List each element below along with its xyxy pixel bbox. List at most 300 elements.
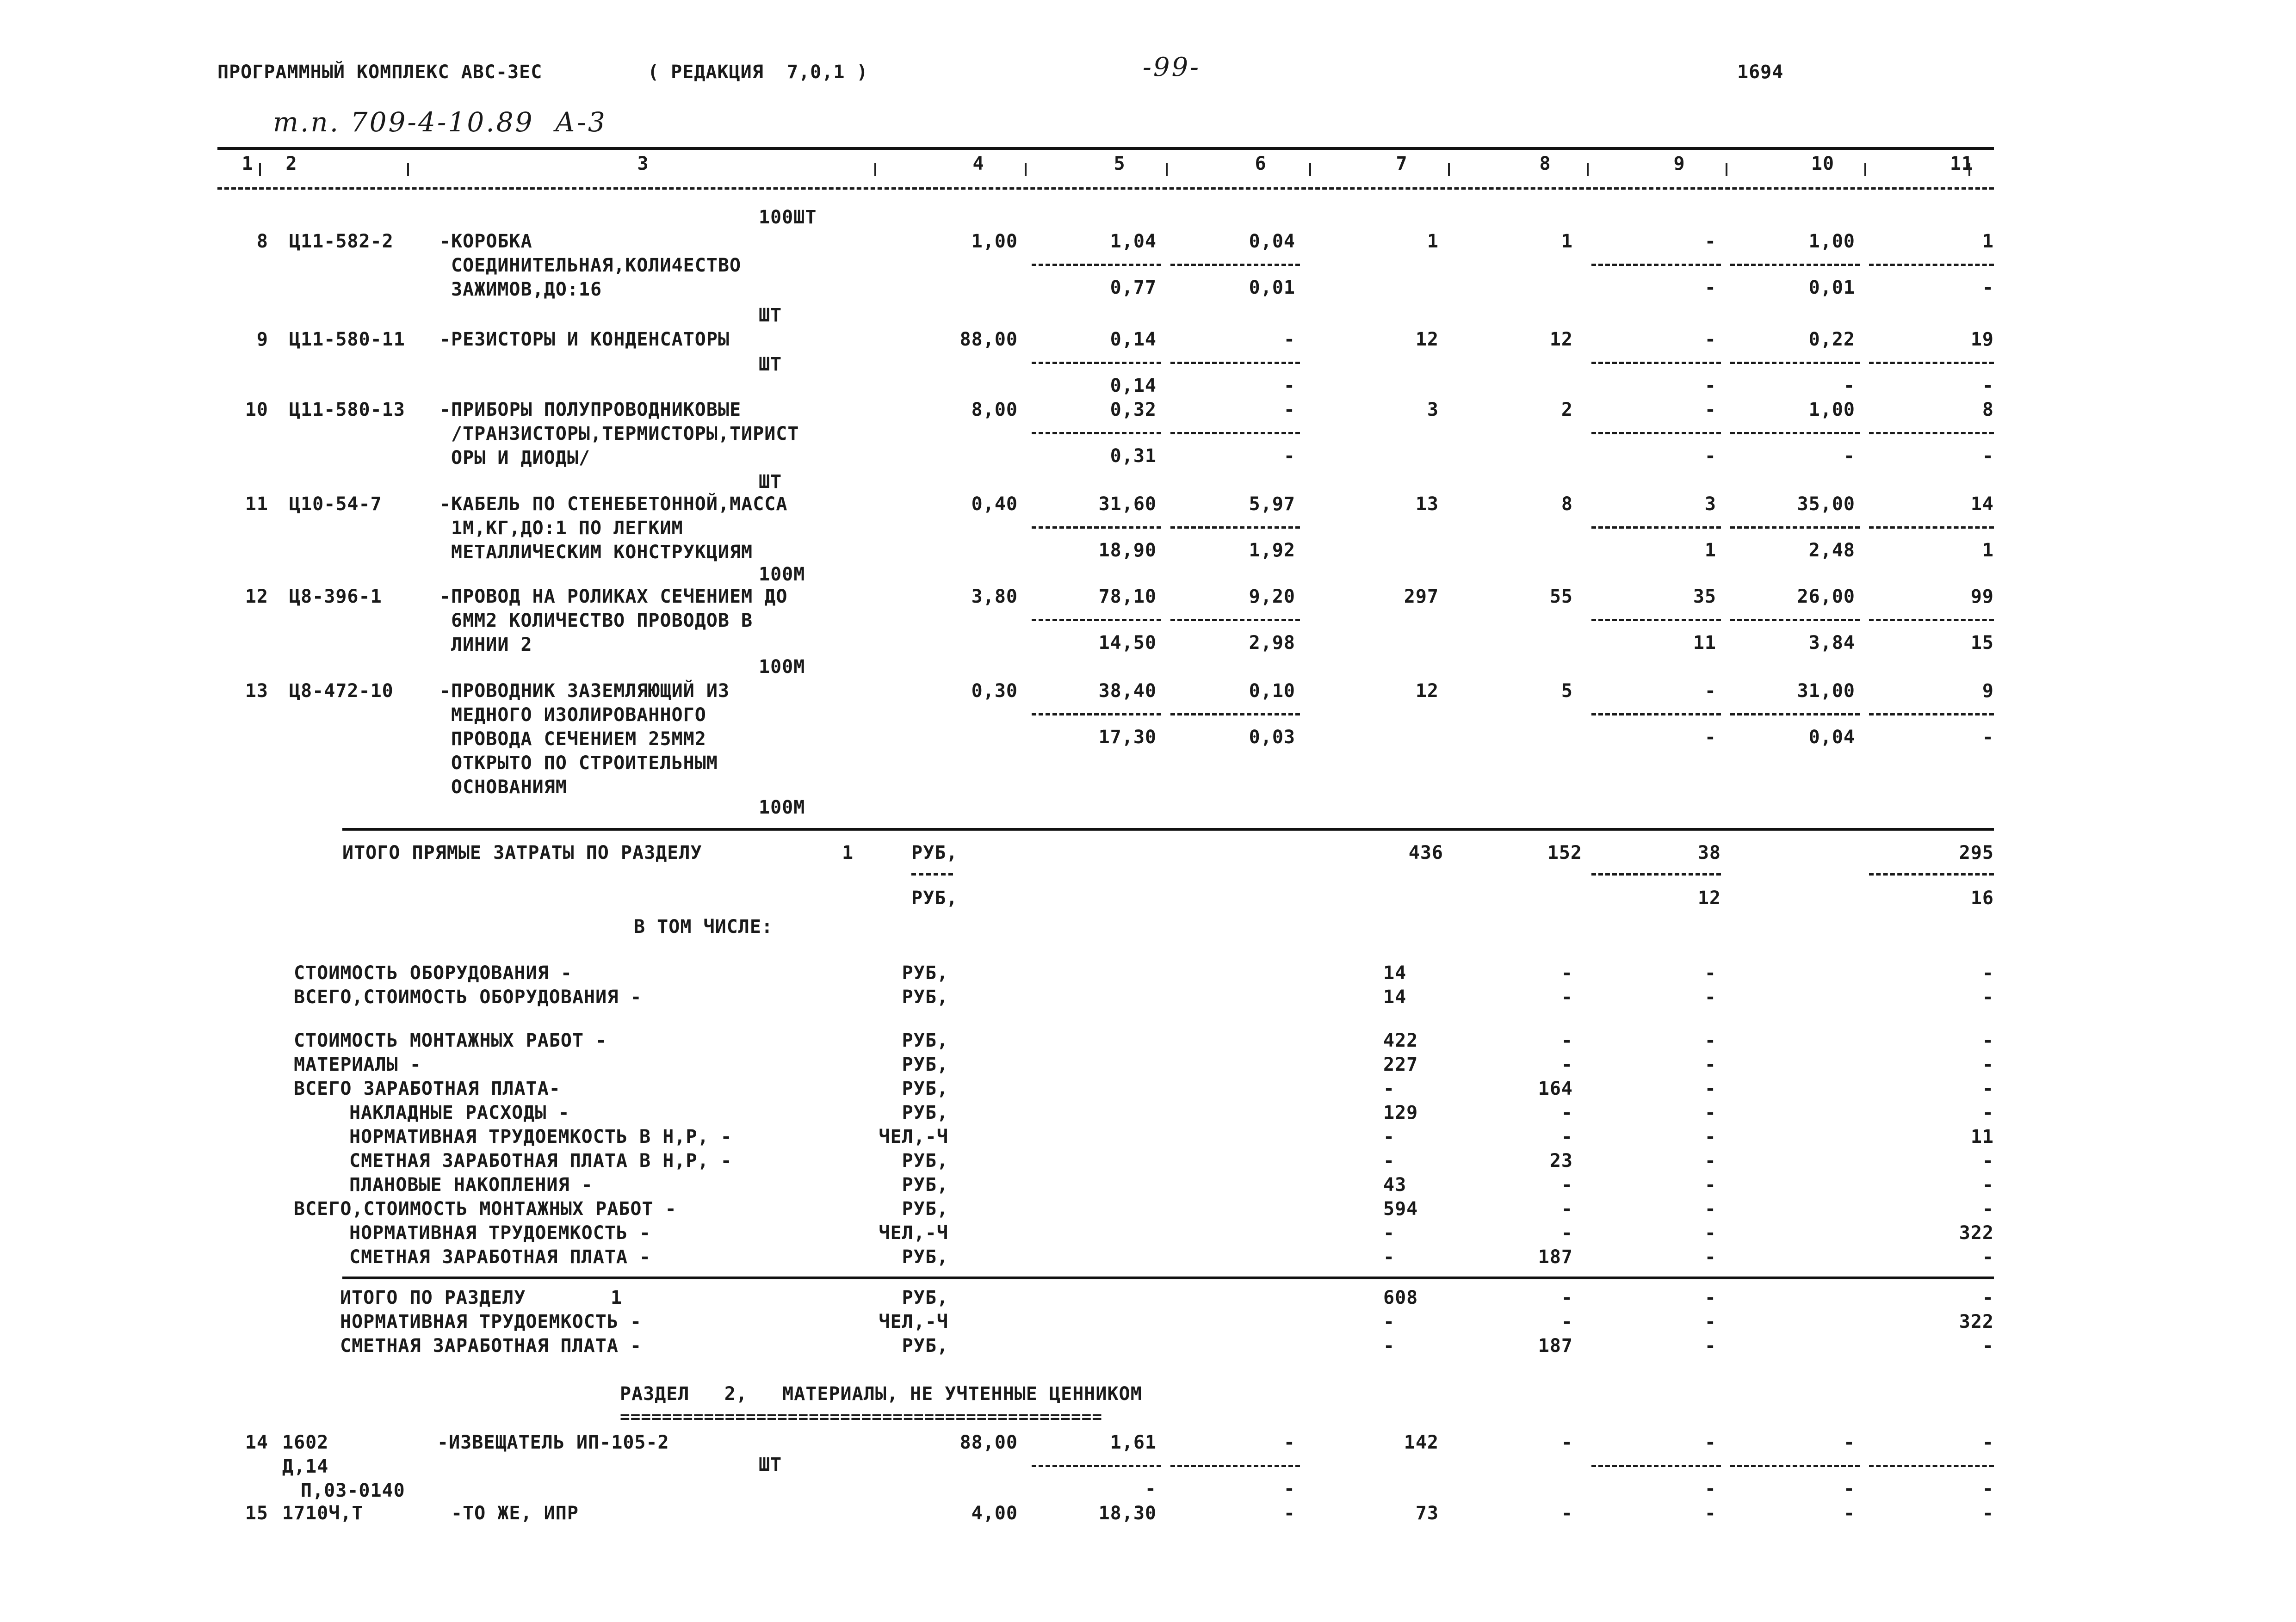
column-header-7: 7 [1396, 153, 1408, 174]
section-total-col8: - [1561, 1311, 1573, 1332]
summary-col7: - [1383, 1246, 1395, 1268]
item-col9: 3 [1704, 493, 1716, 515]
item-col11: 99 [1970, 586, 1994, 607]
material-col9: - [1704, 1503, 1716, 1524]
material-number: 14 [245, 1432, 268, 1453]
section-total-label: СМЕТНАЯ ЗАРАБОТНАЯ ПЛАТА - [340, 1335, 642, 1357]
item-description: -КАБЕЛЬ ПО СТЕНЕБЕТОННОЙ,МАССА [439, 493, 788, 515]
summary-col11: - [1982, 1198, 1994, 1220]
fraction-bar [1170, 432, 1300, 434]
fraction-bar [1591, 873, 1721, 876]
item-col9: - [1704, 329, 1716, 350]
item-quantity: 3,80 [971, 586, 1018, 607]
summary-col8: - [1561, 962, 1573, 984]
material-col5: 1,61 [1110, 1432, 1157, 1453]
column-header-1: 1 [241, 153, 254, 174]
item-col6-b: 1,92 [1249, 540, 1295, 561]
fraction-bar [1170, 526, 1300, 529]
summary-col7: 227 [1383, 1054, 1418, 1075]
item-col9-b: - [1704, 375, 1716, 396]
item-col11-b: 15 [1970, 632, 1994, 654]
fraction-bar [1170, 264, 1300, 266]
section-total-label: НОРМАТИВНАЯ ТРУДОЕМКОСТЬ - [340, 1311, 642, 1332]
summary-col9: - [1704, 1102, 1716, 1123]
summary-unit: РУБ, [902, 1078, 948, 1099]
fraction-bar [1730, 1465, 1860, 1467]
item-col7: 12 [1415, 329, 1439, 350]
column-header-2: 2 [285, 153, 297, 174]
fraction-bar [1730, 264, 1860, 266]
summary-col8: 23 [1549, 1150, 1573, 1172]
item-col8: 1 [1561, 231, 1573, 252]
total-rule [342, 828, 1994, 831]
item-quantity: 0,40 [971, 493, 1018, 515]
item-col10: 0,22 [1808, 329, 1855, 350]
summary-label: СТОИМОСТЬ МОНТАЖНЫХ РАБОТ - [294, 1030, 607, 1051]
material-col8: - [1561, 1503, 1573, 1524]
item-col8: 2 [1561, 399, 1573, 420]
item-col6-b: - [1283, 375, 1295, 396]
section-total-rule [342, 1277, 1994, 1279]
fraction-bar [1591, 432, 1721, 434]
unit-mark: ШТ [759, 305, 782, 326]
column-separator [259, 163, 261, 176]
summary-label: СМЕТНАЯ ЗАРАБОТНАЯ ПЛАТА - [349, 1246, 651, 1268]
item-description: ОРЫ И ДИОДЫ/ [451, 447, 590, 469]
summary-col9: - [1704, 1150, 1716, 1172]
item-number: 9 [256, 329, 268, 350]
fraction-bar [1032, 619, 1161, 621]
section-total-col7: - [1383, 1311, 1395, 1332]
summary-label: ВСЕГО ЗАРАБОТНАЯ ПЛАТА- [294, 1078, 561, 1099]
summary-unit: РУБ, [902, 987, 948, 1008]
item-col10: 1,00 [1808, 231, 1855, 252]
section-total-unit: ЧЕЛ,-Ч [879, 1311, 948, 1332]
item-col9: - [1704, 231, 1716, 252]
item-col7: 1 [1427, 231, 1439, 252]
item-description: -РЕЗИСТОРЫ И КОНДЕНСАТОРЫ [439, 329, 730, 350]
summary-col9: - [1704, 1246, 1716, 1268]
item-col8: 55 [1549, 586, 1573, 607]
item-col11-b: 1 [1982, 540, 1994, 561]
summary-col9: - [1704, 1030, 1716, 1051]
fraction-bar [1170, 619, 1300, 621]
section-total-col9: - [1704, 1287, 1716, 1308]
item-col6: 9,20 [1249, 586, 1295, 607]
fraction-bar [1170, 362, 1300, 364]
column-header-11: 11 [1949, 153, 1974, 174]
item-col11-b: - [1982, 445, 1994, 467]
summary-col7: - [1383, 1126, 1395, 1147]
summary-col11: - [1982, 1246, 1994, 1268]
item-col11: 19 [1970, 329, 1994, 350]
item-description: ЛИНИИ 2 [451, 634, 532, 655]
item-col5-b: 0,77 [1110, 277, 1157, 298]
summary-col8: - [1561, 1198, 1573, 1220]
section-total-unit: РУБ, [902, 1287, 948, 1308]
item-col11: 9 [1982, 680, 1994, 702]
section-total-col9: - [1704, 1335, 1716, 1357]
summary-col7: 43 [1383, 1174, 1407, 1196]
item-col6: 0,04 [1249, 231, 1295, 252]
unit-mark: 100М [759, 564, 805, 585]
summary-unit: РУБ, [902, 1054, 948, 1075]
material-col10: - [1843, 1432, 1855, 1453]
item-col9-b: 11 [1693, 632, 1716, 654]
item-col5-b: 0,14 [1110, 375, 1157, 396]
item-col5: 0,14 [1110, 329, 1157, 350]
edition-label: ( РЕДАКЦИЯ 7,0,1 ) [648, 62, 868, 83]
column-header-5: 5 [1114, 153, 1126, 174]
summary-label: ПЛАНОВЫЕ НАКОПЛЕНИЯ - [349, 1174, 593, 1196]
column-header-9: 9 [1673, 153, 1685, 174]
summary-unit: РУБ, [902, 1246, 948, 1268]
header-top-rule [217, 147, 1994, 150]
material-col6: - [1283, 1503, 1295, 1524]
fraction-bar [1591, 362, 1721, 364]
summary-col8: - [1561, 1054, 1573, 1075]
summary-col9: - [1704, 1126, 1716, 1147]
summary-col11: 322 [1959, 1222, 1994, 1244]
section2-title: РАЗДЕЛ 2, МАТЕРИАЛЫ, НЕ УЧТЕННЫЕ ЦЕННИКОМ [620, 1383, 1142, 1405]
item-col10: 31,00 [1797, 680, 1855, 702]
summary-col9: - [1704, 1078, 1716, 1099]
item-description: 6ММ2 КОЛИЧЕСТВО ПРОВОДОВ В [451, 610, 753, 631]
total-col11-b: 16 [1970, 888, 1994, 909]
unit-mark: 100ШТ [759, 207, 817, 228]
column-separator [1448, 163, 1450, 176]
material-number: 15 [245, 1503, 268, 1524]
fraction-bar [1032, 713, 1161, 715]
total-unit: РУБ, [911, 842, 958, 863]
item-col5: 38,40 [1098, 680, 1157, 702]
item-col7: 297 [1404, 586, 1439, 607]
summary-unit: ЧЕЛ,-Ч [879, 1126, 948, 1147]
material-col11-b: - [1982, 1478, 1994, 1499]
in-that-label: В ТОМ ЧИСЛЕ: [634, 916, 773, 937]
fraction-bar [911, 873, 953, 876]
summary-label: МАТЕРИАЛЫ - [294, 1054, 421, 1075]
summary-unit: РУБ, [902, 962, 948, 984]
material-col6: - [1283, 1432, 1295, 1453]
column-header-8: 8 [1539, 153, 1551, 174]
item-code: Ц11-582-2 [289, 231, 394, 252]
fraction-bar [1032, 432, 1161, 434]
summary-label: НОРМАТИВНАЯ ТРУДОЕМКОСТЬ В Н,Р, - [349, 1126, 732, 1147]
column-header-10: 10 [1811, 153, 1835, 174]
total-col7: 436 [1408, 842, 1443, 863]
summary-col9: - [1704, 1174, 1716, 1196]
item-col8: 5 [1561, 680, 1573, 702]
fraction-bar [1032, 1465, 1161, 1467]
handwritten-project-code: т.п. 709-4-10.89 А-3 [273, 106, 607, 138]
material-code-2: Д,14 [282, 1456, 329, 1477]
fraction-bar [1730, 619, 1860, 621]
section2-underline: ============================================== [620, 1407, 1102, 1426]
material-col6-b: - [1283, 1478, 1295, 1499]
fraction-bar [1730, 362, 1860, 364]
item-description: ЗАЖИМОВ,ДО:16 [451, 279, 602, 300]
section-total-col11: 322 [1959, 1311, 1994, 1332]
item-number: 12 [245, 586, 268, 607]
item-description: ОСНОВАНИЯМ [451, 777, 567, 798]
section-total-col11: - [1982, 1287, 1994, 1308]
summary-unit: РУБ, [902, 1102, 948, 1123]
unit-mark: ШТ [759, 1454, 782, 1475]
summary-col8: - [1561, 1126, 1573, 1147]
unit-mark: ШТ [759, 471, 782, 493]
summary-col11: - [1982, 987, 1994, 1008]
item-col5-b: 14,50 [1098, 632, 1157, 654]
item-description: -ПРОВОДНИК ЗАЗЕМЛЯЮЩИЙ ИЗ [439, 680, 730, 702]
item-col10: 35,00 [1797, 493, 1855, 515]
item-description: МЕДНОГО ИЗОЛИРОВАННОГО [451, 704, 706, 726]
summary-col8: 164 [1538, 1078, 1573, 1099]
fraction-bar [1591, 1465, 1721, 1467]
summary-col9: - [1704, 962, 1716, 984]
summary-col8: - [1561, 1030, 1573, 1051]
item-quantity: 88,00 [959, 329, 1018, 350]
item-col10-b: - [1843, 445, 1855, 467]
fraction-bar [1032, 264, 1161, 266]
item-col10: 26,00 [1797, 586, 1855, 607]
column-separator [1025, 163, 1027, 176]
material-col9-b: - [1704, 1478, 1716, 1499]
summary-unit: РУБ, [902, 1198, 948, 1220]
total-col11: 295 [1959, 842, 1994, 863]
item-description: МЕТАЛЛИЧЕСКИМ КОНСТРУКЦИЯМ [451, 542, 753, 563]
header-bottom-rule [217, 187, 1994, 190]
item-description: СОЕДИНИТЕЛЬНАЯ,КОЛИ4ЕСТВО [451, 255, 742, 276]
fraction-bar [1869, 619, 1994, 621]
material-col5: 18,30 [1098, 1503, 1157, 1524]
item-col6: - [1283, 329, 1295, 350]
item-description: -ПРИБОРЫ ПОЛУПРОВОДНИКОВЫЕ [439, 399, 742, 420]
summary-col8: - [1561, 987, 1573, 1008]
column-separator [1166, 163, 1168, 176]
column-separator [1587, 163, 1589, 176]
summary-label: СТОИМОСТЬ ОБОРУДОВАНИЯ - [294, 962, 572, 984]
summary-col8: 187 [1538, 1246, 1573, 1268]
fraction-bar [1730, 432, 1860, 434]
section-total-label: ИТОГО ПО РАЗДЕЛУ [340, 1287, 526, 1308]
item-description: ПРОВОДА СЕЧЕНИЕМ 25ММ2 [451, 728, 706, 750]
fraction-bar [1170, 1465, 1300, 1467]
item-col9-b: 1 [1704, 540, 1716, 561]
item-col10: 1,00 [1808, 399, 1855, 420]
fraction-bar [1032, 362, 1161, 364]
item-col8: 12 [1549, 329, 1573, 350]
material-quantity: 88,00 [959, 1432, 1018, 1453]
summary-col7: 594 [1383, 1198, 1418, 1220]
item-col6-b: 0,03 [1249, 727, 1295, 748]
summary-col7: 14 [1383, 962, 1407, 984]
column-separator [1864, 163, 1866, 176]
fraction-bar [1869, 1465, 1994, 1467]
column-separator [874, 163, 876, 176]
summary-col9: - [1704, 1198, 1716, 1220]
item-col9-b: - [1704, 277, 1716, 298]
column-header-3: 3 [637, 153, 649, 174]
section-total-col7: 608 [1383, 1287, 1418, 1308]
summary-col9: - [1704, 1222, 1716, 1244]
material-code-3: П,03-0140 [301, 1480, 405, 1501]
section-total-col9: - [1704, 1311, 1716, 1332]
item-col7: 13 [1415, 493, 1439, 515]
total-label: ИТОГО ПРЯМЫЕ ЗАТРАТЫ ПО РАЗДЕЛУ [342, 842, 702, 863]
material-code: 1602 [282, 1432, 329, 1453]
column-separator [407, 163, 409, 176]
item-description: -КОРОБКА [439, 231, 532, 252]
column-separator [1309, 163, 1311, 176]
material-col11: - [1982, 1503, 1994, 1524]
item-col9: - [1704, 680, 1716, 702]
material-col10: - [1843, 1503, 1855, 1524]
material-description: -ТО ЖЕ, ИПР [451, 1503, 579, 1524]
item-number: 8 [256, 231, 268, 252]
total-col9: 38 [1697, 842, 1721, 863]
summary-label: НАКЛАДНЫЕ РАСХОДЫ - [349, 1102, 570, 1123]
item-code: Ц11-580-13 [289, 399, 405, 420]
column-header-6: 6 [1255, 153, 1267, 174]
material-code: 1710Ч,Т [282, 1503, 364, 1524]
summary-col8: - [1561, 1102, 1573, 1123]
fraction-bar [1170, 713, 1300, 715]
item-number: 10 [245, 399, 268, 420]
summary-col11: 11 [1970, 1126, 1994, 1147]
item-col7: 12 [1415, 680, 1439, 702]
fraction-bar [1869, 264, 1994, 266]
material-col11: - [1982, 1432, 1994, 1453]
section-total-unit: РУБ, [902, 1335, 948, 1357]
material-col7: 73 [1415, 1503, 1439, 1524]
item-col11: 8 [1982, 399, 1994, 420]
summary-unit: РУБ, [902, 1150, 948, 1172]
summary-col9: - [1704, 1054, 1716, 1075]
item-col11: 14 [1970, 493, 1994, 515]
item-quantity: 8,00 [971, 399, 1018, 420]
item-col10-b: 2,48 [1808, 540, 1855, 561]
total-col9-b: 12 [1697, 888, 1721, 909]
item-col5: 78,10 [1098, 586, 1157, 607]
item-col11-b: - [1982, 727, 1994, 748]
summary-label: СМЕТНАЯ ЗАРАБОТНАЯ ПЛАТА В Н,Р, - [349, 1150, 732, 1172]
section-total-col11: - [1982, 1335, 1994, 1357]
fraction-bar [1730, 526, 1860, 529]
item-code: Ц11-580-11 [289, 329, 405, 350]
item-col9: 35 [1693, 586, 1716, 607]
column-separator [1968, 163, 1970, 176]
summary-col7: - [1383, 1150, 1395, 1172]
item-quantity: 0,30 [971, 680, 1018, 702]
fraction-bar [1591, 713, 1721, 715]
item-col11: 1 [1982, 231, 1994, 252]
item-col11-b: - [1982, 277, 1994, 298]
item-col5: 31,60 [1098, 493, 1157, 515]
summary-col7: 14 [1383, 987, 1407, 1008]
item-col5: 0,32 [1110, 399, 1157, 420]
item-code: Ц10-54-7 [289, 493, 382, 515]
summary-col11: - [1982, 1078, 1994, 1099]
item-col8: 8 [1561, 493, 1573, 515]
material-col7: 142 [1404, 1432, 1439, 1453]
item-quantity: 1,00 [971, 231, 1018, 252]
summary-col11: - [1982, 1102, 1994, 1123]
summary-col8: - [1561, 1222, 1573, 1244]
item-col10-b: 3,84 [1808, 632, 1855, 654]
item-col9: - [1704, 399, 1716, 420]
fraction-bar [1591, 526, 1721, 529]
summary-col7: 129 [1383, 1102, 1418, 1123]
material-quantity: 4,00 [971, 1503, 1018, 1524]
item-col6-b: 0,01 [1249, 277, 1295, 298]
section-total-col8: - [1561, 1287, 1573, 1308]
sheet-number: 1694 [1737, 62, 1784, 83]
item-col9-b: - [1704, 445, 1716, 467]
item-col10-b: - [1843, 375, 1855, 396]
item-col11-b: - [1982, 375, 1994, 396]
item-number: 13 [245, 680, 268, 702]
fraction-bar [1032, 526, 1161, 529]
summary-label: ВСЕГО,СТОИМОСТЬ МОНТАЖНЫХ РАБОТ - [294, 1198, 677, 1220]
total-unit-2: РУБ, [911, 888, 958, 909]
unit-mark: 100М [759, 656, 805, 678]
item-col9-b: - [1704, 727, 1716, 748]
item-col6-b: 2,98 [1249, 632, 1295, 654]
item-col6: 5,97 [1249, 493, 1295, 515]
summary-col7: - [1383, 1078, 1395, 1099]
summary-label: НОРМАТИВНАЯ ТРУДОЕМКОСТЬ - [349, 1222, 651, 1244]
summary-unit: РУБ, [902, 1174, 948, 1196]
item-description: /ТРАНЗИСТОРЫ,ТЕРМИСТОРЫ,ТИРИСТ [451, 423, 799, 444]
fraction-bar [1591, 619, 1721, 621]
summary-unit: РУБ, [902, 1030, 948, 1051]
material-col10-b: - [1843, 1478, 1855, 1499]
summary-label: ВСЕГО,СТОИМОСТЬ ОБОРУДОВАНИЯ - [294, 987, 642, 1008]
summary-unit: ЧЕЛ,-Ч [879, 1222, 948, 1244]
summary-col11: - [1982, 1030, 1994, 1051]
item-code: Ц8-472-10 [289, 680, 394, 702]
summary-col7: 422 [1383, 1030, 1418, 1051]
fraction-bar [1869, 432, 1994, 434]
section-total-number: 1 [611, 1287, 623, 1308]
item-description: 1М,КГ,ДО:1 ПО ЛЕГКИМ [451, 518, 683, 539]
unit-mark: 100М [759, 797, 805, 818]
summary-col11: - [1982, 1174, 1994, 1196]
material-col8: - [1561, 1432, 1573, 1453]
column-header-4: 4 [972, 153, 984, 174]
summary-col11: - [1982, 1054, 1994, 1075]
item-description: -ПРОВОД НА РОЛИКАХ СЕЧЕНИЕМ ДО [439, 586, 788, 607]
unit-mark: ШТ [759, 354, 782, 375]
fraction-bar [1869, 362, 1994, 364]
material-description: -ИЗВЕЩАТЕЛЬ ИП-105-2 [437, 1432, 669, 1453]
item-col5-b: 17,30 [1098, 727, 1157, 748]
fraction-bar [1869, 713, 1994, 715]
item-number: 11 [245, 493, 268, 515]
summary-col11: - [1982, 1150, 1994, 1172]
item-col6: - [1283, 399, 1295, 420]
total-section-number: 1 [842, 842, 854, 863]
summary-col7: - [1383, 1222, 1395, 1244]
section-total-col7: - [1383, 1335, 1395, 1357]
item-col10-b: 0,01 [1808, 277, 1855, 298]
fraction-bar [1869, 873, 1994, 876]
fraction-bar [1869, 526, 1994, 529]
total-col8: 152 [1547, 842, 1582, 863]
item-code: Ц8-396-1 [289, 586, 382, 607]
item-col10-b: 0,04 [1808, 727, 1855, 748]
